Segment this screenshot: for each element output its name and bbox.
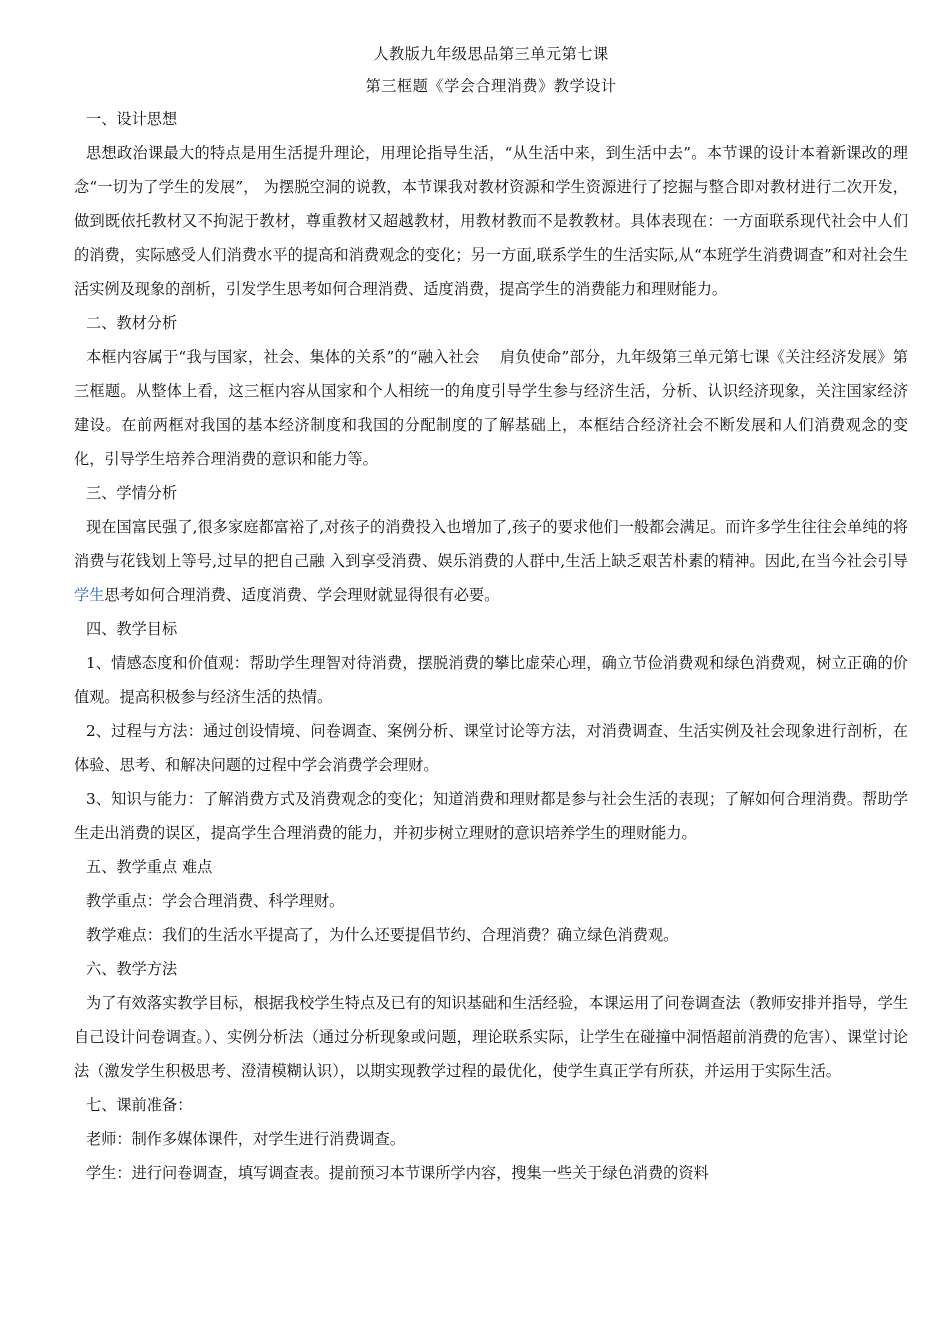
- design-paragraph: 思想政治课最大的特点是用生活提升理论，用理论指导生活，“从生活中来，到生活中去”。本节课的设计本着新课改的理念“一切为了学生的发展”， 为摆脱空洞的说教，本节课我对教材资源和学生资源进行了挖掘与整合即对教材进行二次开发，做到既依托教材又不拘泥于教材，尊重教材又超越教材，用教材教而不是教教材。具体表现在：一方面联系现代社会中人们的消费，实际感受人们消费水平的提高和消费观念的变化；另一方面,联系学生的生活实际,从“本班学生消费调查”和对社会生活实例及现象的剖析，引发学生思考如何合理消费、适度消费，提高学生的消费能力和理财能力。: [74, 144, 908, 298]
- section-heading-student: 三、学情分析: [86, 484, 178, 502]
- goal-1: 1、情感态度和价值观：帮助学生理智对待消费，摆脱消费的攀比虚荣心理，确立节俭消费观和绿色消费观，树立正确的价值观。提高积极参与经济生活的热情。: [74, 654, 908, 706]
- student-paragraph-text-a: 现在国富民强了,很多家庭都富裕了,对孩子的消费投入也增加了,孩子的要求他们一般都会满足。而许多学生往往会单纯的将消费与花钱划上等号,过早的把自己融 入到享受消费、娱乐消费的人群中,生活上缺乏艰苦朴素的精神。因此,在当今社会引导: [74, 518, 908, 570]
- student-link-text: 学生: [74, 586, 105, 604]
- doc-title-line1: 人教版九年级思品第三单元第七课: [373, 45, 609, 63]
- student-paragraph: [74, 510, 908, 612]
- material-paragraph: 本框内容属于“我与国家，社会、集体的关系”的“融入社会 肩负使命”部分，九年级第三单元第七课《关注经济发展》第三框题。从整体上看，这三框内容从国家和个人相统一的角度引导学生参与经济生活，分析、认识经济现象，关注国家经济建设。在前两框对我国的基本经济制度和我国的分配制度的了解基础上，本框结合经济社会不断发展和人们消费观念的变化，引导学生培养合理消费的意识和能力等。: [74, 348, 908, 468]
- section-heading-key-points: 五、教学重点 难点: [86, 858, 213, 876]
- teacher-preparation: 老师：制作多媒体课件，对学生进行消费调查。: [86, 1130, 405, 1148]
- section-heading-design: 一、设计思想: [86, 110, 178, 128]
- doc-title-line2: 第三框题《学会合理消费》教学设计: [365, 77, 617, 95]
- student-preparation: 学生：进行问卷调查，填写调查表。提前预习本节课所学内容，搜集一些关于绿色消费的资料: [86, 1164, 709, 1182]
- methods-paragraph: 为了有效落实教学目标，根据我校学生特点及已有的知识基础和生活经验，本课运用了问卷调查法（教师安排并指导，学生自己设计问卷调查。）、实例分析法（通过分析现象或问题，理论联系实际，让学生在碰撞中洞悟超前消费的危害）、课堂讨论法（激发学生积极思考、澄清模糊认识），以期实现教学过程的最优化，使学生真正学有所获，并运用于实际生活。: [74, 994, 908, 1080]
- difficult-point: 教学难点：我们的生活水平提高了，为什么还要提倡节约、合理消费？确立绿色消费观。: [86, 926, 679, 944]
- section-heading-methods: 六、教学方法: [86, 960, 178, 978]
- goal-2: 2、过程与方法：通过创设情境、问卷调查、案例分析、课堂讨论等方法，对消费调查、生活实例及社会现象进行剖析，在体验、思考、和解决问题的过程中学会消费学会理财。: [74, 722, 908, 774]
- goal-3: 3、知识与能力：了解消费方式及消费观念的变化；知道消费和理财都是参与社会生活的表现；了解如何合理消费。帮助学生走出消费的误区，提高学生合理消费的能力，并初步树立理财的意识培养学生的理财能力。: [74, 790, 908, 842]
- key-point: 教学重点：学会合理消费、科学理财。: [86, 892, 345, 910]
- section-heading-material: 二、教材分析: [86, 314, 178, 332]
- section-heading-goals: 四、教学目标: [86, 620, 178, 638]
- student-paragraph-text-b: 思考如何合理消费、适度消费、学会理财就显得很有必要。: [104, 586, 500, 604]
- section-heading-preparation: 七、课前准备：: [86, 1096, 193, 1114]
